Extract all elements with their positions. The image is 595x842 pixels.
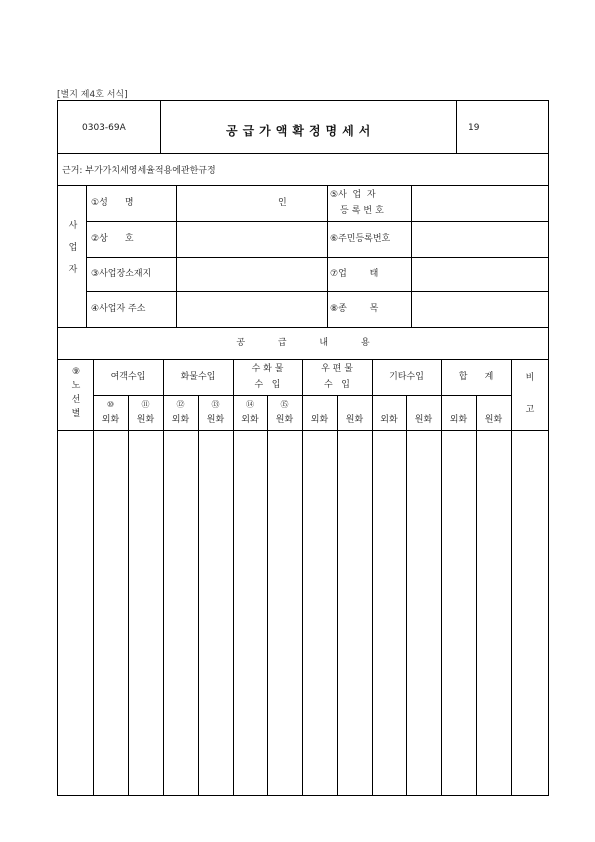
form-code: 0303-69A: [82, 123, 126, 133]
passenger-income-header: 여객수입: [110, 372, 146, 382]
field-number: ⑩: [106, 400, 115, 409]
total-header: 합 계: [458, 372, 494, 382]
mail-income-header: 우 편 물: [321, 364, 353, 374]
business-address-field[interactable]: [178, 259, 324, 289]
supply-data-area[interactable]: [58, 431, 548, 795]
resident-number-field[interactable]: [413, 223, 547, 255]
route-label: ⑨ 노 선 별: [71, 367, 81, 419]
owner-address-field[interactable]: [178, 293, 324, 325]
currency-foreign: 외화: [310, 415, 329, 425]
row-line: [93, 395, 511, 396]
col-line: [86, 185, 87, 327]
page-title: 공급가액확정명세서: [226, 124, 376, 138]
name-field[interactable]: [178, 187, 324, 219]
currency-won: 원화: [484, 415, 503, 425]
col-line: [327, 185, 328, 327]
business-item-label: ⑧종 목: [330, 304, 379, 314]
row-line: [58, 185, 548, 186]
trade-name-field[interactable]: [178, 223, 324, 255]
currency-won: 원화: [275, 415, 294, 425]
resident-number-label: ⑥주민등록번호: [330, 234, 391, 244]
baggage-income-header: 수 화 물: [251, 364, 284, 374]
supply-heading: 공 급 내 용: [236, 338, 370, 348]
field-number: ⑮: [280, 400, 289, 409]
currency-won: 원화: [345, 415, 364, 425]
owner-address-label: ④사업자 주소: [91, 304, 146, 314]
baggage-income-header-2: 수 입: [254, 380, 281, 390]
header-divider: [160, 101, 161, 153]
business-type-field[interactable]: [413, 259, 547, 289]
remarks-header: 비 고: [525, 373, 535, 415]
registration-number-field[interactable]: [413, 187, 547, 219]
field-number: ⑫: [176, 400, 185, 409]
field-number: ⑬: [211, 400, 220, 409]
currency-won: 원화: [206, 415, 225, 425]
year-field[interactable]: 19: [468, 123, 480, 133]
row-line: [58, 327, 548, 328]
row-line: [58, 153, 548, 154]
registration-number-label-2: 등록번호: [340, 206, 387, 216]
currency-foreign: 외화: [171, 415, 190, 425]
trade-name-label: ②상 호: [91, 234, 134, 244]
business-address-label: ③사업장소재지: [91, 269, 152, 279]
field-number: ⑪: [141, 400, 150, 409]
business-item-field[interactable]: [413, 293, 547, 325]
currency-foreign: 외화: [101, 415, 120, 425]
business-side-label: 사 업 자: [68, 221, 78, 275]
mail-income-header-2: 수 입: [324, 380, 350, 390]
row-line: [86, 291, 548, 292]
currency-won: 원화: [136, 415, 155, 425]
freight-income-header: 화물수입: [180, 372, 216, 382]
row-line: [86, 257, 548, 258]
other-income-header: 기타수입: [389, 372, 424, 382]
col-line: [176, 185, 177, 327]
row-line: [58, 359, 548, 360]
business-type-label: ⑦업 태: [330, 269, 379, 279]
statement-form: [57, 100, 549, 796]
name-label: ①성 명: [91, 198, 134, 208]
seal-mark: 인: [278, 198, 287, 208]
col-line: [411, 185, 412, 327]
registration-number-label: ⑤사 업 자: [330, 190, 376, 200]
legal-basis: 근거: 부가가치세영세율적용에관한규정: [62, 166, 216, 176]
currency-foreign: 외화: [449, 415, 468, 425]
field-number: ⑭: [246, 400, 254, 409]
currency-foreign: 외화: [380, 415, 398, 425]
currency-won: 원화: [414, 415, 433, 425]
row-line: [86, 221, 548, 222]
header-divider: [456, 101, 457, 153]
currency-foreign: 외화: [241, 415, 259, 425]
form-number-label: [별지 제4호 서식]: [57, 90, 128, 100]
